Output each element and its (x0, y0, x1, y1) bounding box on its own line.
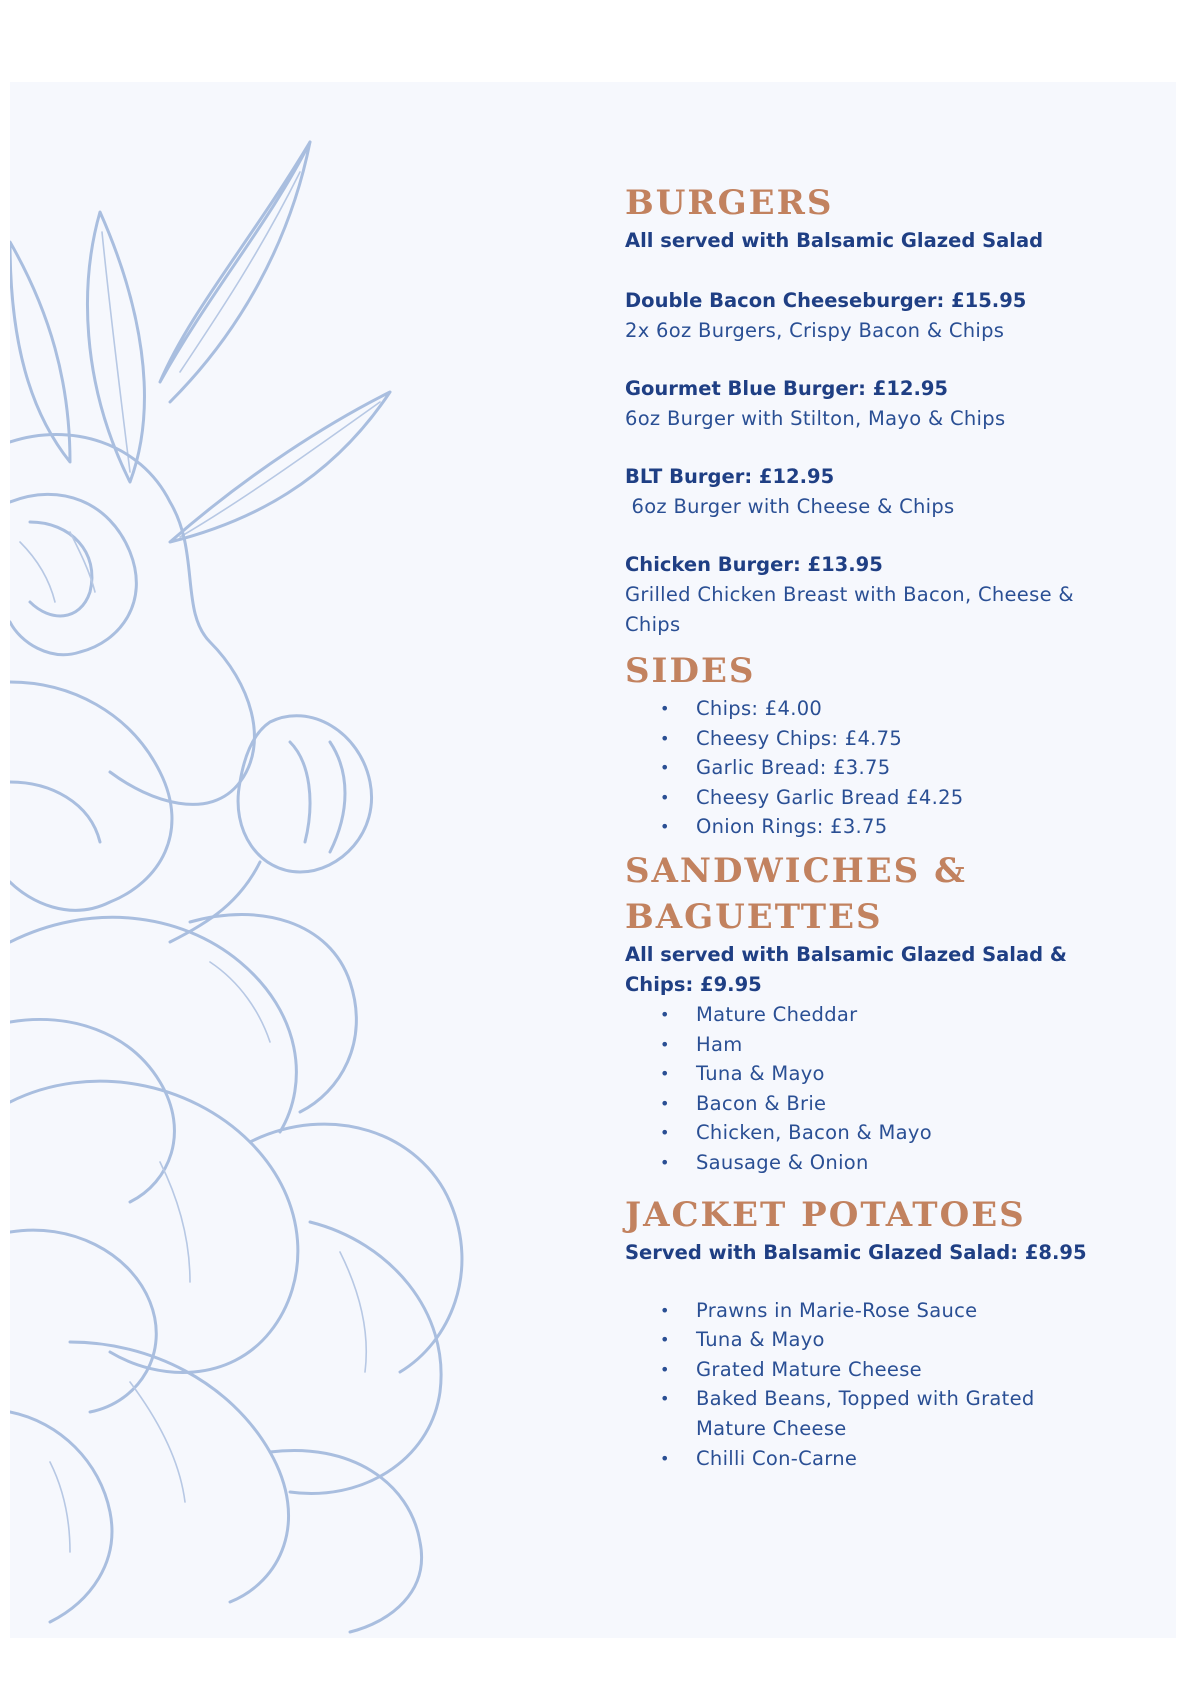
burger-name: Double Bacon Cheeseburger: £15.95 (625, 289, 1027, 312)
list-item: • Ham (660, 1030, 1125, 1060)
list-item: • Chilli Con-Carne (660, 1444, 1125, 1474)
list-item: • Bacon & Brie (660, 1089, 1125, 1119)
list-item: • Baked Beans, Topped with Grated Mature Cheese (660, 1384, 1086, 1443)
list-item: • Chips: £4.00 (660, 694, 1125, 724)
sides-heading: SIDES (625, 651, 756, 691)
burger-name: BLT Burger: £12.95 (625, 465, 835, 488)
list-item: • Sausage & Onion (660, 1148, 1125, 1178)
burger-name: Gourmet Blue Burger: £12.95 (625, 377, 948, 400)
sandwiches-list (625, 1000, 1125, 1178)
burgers-subheading: All served with Balsamic Glazed Salad (625, 229, 1044, 252)
list-item: • Onion Rings: £3.75 (660, 812, 1125, 842)
burger-description: 2x 6oz Burgers, Crispy Bacon & Chips (625, 319, 1005, 342)
menu-content (625, 180, 1125, 1473)
list-item: • Chicken, Bacon & Mayo (660, 1118, 1125, 1148)
burger-name: Chicken Burger: £13.95 (625, 553, 883, 576)
jacket-heading: JACKET POTATOES (625, 1194, 1026, 1235)
burger-description: 6oz Burger with Stilton, Mayo & Chips (625, 407, 1006, 430)
burger-description: Grilled Chicken Breast with Bacon, Cheese & Chips (625, 583, 1074, 636)
burgers-heading: BURGERS (625, 183, 834, 223)
list-item: • Grated Mature Cheese (660, 1355, 1125, 1385)
list-item: • Cheesy Chips: £4.75 (660, 724, 1125, 754)
list-item: • Prawns in Marie-Rose Sauce (660, 1296, 1125, 1326)
list-item: • Tuna & Mayo (660, 1059, 1125, 1089)
list-item: • Garlic Bread: £3.75 (660, 753, 1125, 783)
sides-list (625, 694, 1125, 842)
list-item: • Cheesy Garlic Bread £4.25 (660, 783, 1125, 813)
sandwiches-subheading: All served with Balsamic Glazed Salad & Chips: £9.95 (625, 942, 1067, 996)
jacket-list (625, 1296, 1125, 1474)
sandwiches-heading: SANDWICHES & BAGUETTES (625, 850, 967, 937)
burger-description: 6oz Burger with Cheese & Chips (625, 495, 955, 518)
list-item: • Mature Cheddar (660, 1000, 1125, 1030)
list-item: • Tuna & Mayo (660, 1325, 1125, 1355)
floral-illustration-icon (10, 82, 530, 1638)
jacket-subheading: Served with Balsamic Glazed Salad: £8.95 (625, 1240, 1087, 1264)
